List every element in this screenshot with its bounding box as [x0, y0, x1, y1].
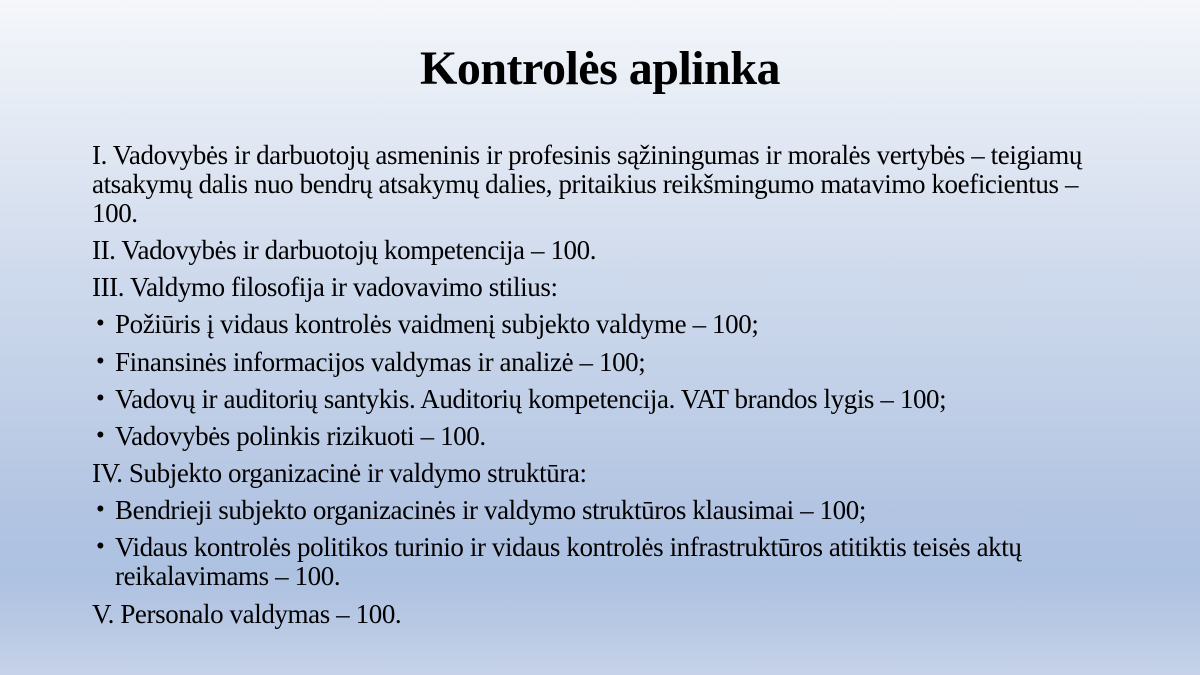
content-line-text: V. Personalo valdymas – 100.	[92, 598, 402, 629]
content-line	[92, 496, 1110, 525]
slide-body	[92, 141, 1110, 629]
content-line	[92, 422, 1110, 451]
content-line	[92, 600, 1110, 629]
slide-title: Kontrolės aplinka	[419, 42, 781, 95]
content-line	[92, 273, 1110, 302]
content-line-text: Požiūris į vidaus kontrolės vaidmenį subjekto valdyme – 100;	[115, 309, 759, 340]
content-line-text: III. Valdymo filosofija ir vadovavimo stilius:	[92, 272, 558, 303]
content-line-text: I. Vadovybės ir darbuotojų asmeninis ir profesinis sąžiningumas ir moralės vertybės – teigiamų atsakymų dalis nuo bendrų atsakymų dalies, pritaikius reikšmingumo matavimo koeficientus – 100.	[92, 139, 1082, 228]
content-line-text: Vidaus kontrolės politikos turinio ir vidaus kontrolės infrastruktūros atitiktis teisės aktų reikalavimams – 100.	[115, 532, 1022, 592]
bullet-icon: •	[96, 347, 105, 375]
content-line	[92, 459, 1110, 488]
bullet-icon: •	[96, 310, 105, 338]
content-line	[92, 236, 1110, 265]
content-line-text: Finansinės informacijos valdymas ir analizė – 100;	[115, 346, 646, 377]
content-line	[92, 141, 1110, 228]
content-line	[92, 385, 1110, 414]
bullet-icon: •	[96, 533, 105, 561]
content-line-text: II. Vadovybės ir darbuotojų kompetencija – 100.	[92, 235, 597, 266]
content-line-text: Bendrieji subjekto organizacinės ir valdymo struktūros klausimai – 100;	[115, 495, 866, 526]
content-line-text: IV. Subjekto organizacinė ir valdymo struktūra:	[92, 458, 587, 488]
bullet-icon: •	[96, 496, 105, 524]
bullet-icon: •	[96, 384, 105, 412]
content-line	[92, 348, 1110, 377]
bullet-icon: •	[96, 421, 105, 449]
content-line	[92, 533, 1110, 591]
content-line	[92, 310, 1110, 339]
content-line-text: Vadovybės polinkis rizikuoti – 100.	[115, 420, 486, 451]
content-line-text: Vadovų ir auditorių santykis. Auditorių kompetencija. VAT brandos lygis – 100;	[115, 383, 947, 414]
